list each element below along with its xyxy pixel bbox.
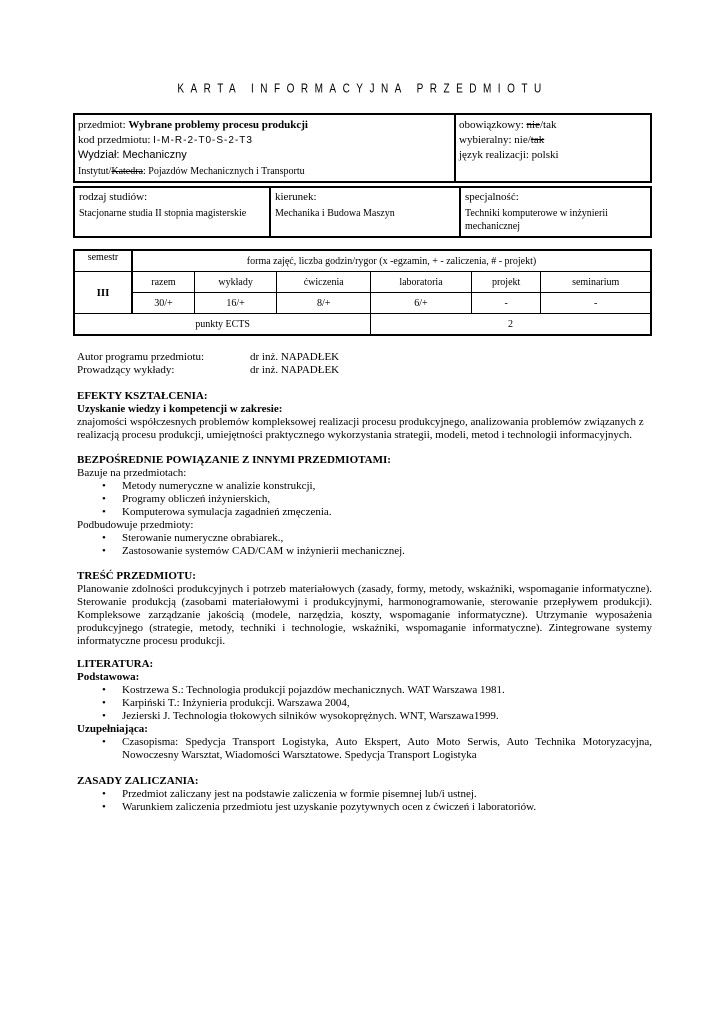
specialty-cell: specjalność: Techniki komputerowe w inżynierii mechanicznej	[460, 187, 651, 237]
effects-subheading: Uzyskanie wiedzy i kompetencji w zakresie:	[77, 403, 283, 415]
val-wyklady: 16/+	[194, 293, 276, 314]
list-item: • Zastosowanie systemów CAD/CAM w inżynierii mechanicznej.	[122, 545, 652, 558]
authors-block	[77, 351, 339, 377]
list-item: • Warunkiem zaliczenia przedmiotu jest uzyskanie pozytywnych ocen z ćwiczeń i laboratoriów.	[122, 801, 652, 814]
study-type-cell: rodzaj studiów: Stacjonarne studia II stopnia magisterskie	[74, 187, 270, 237]
col-wyklady: wykłady	[194, 272, 276, 293]
list-item: • Komputerowa symulacja zagadnień zmęczenia.	[122, 506, 652, 519]
basic-label: Podstawowa:	[77, 671, 140, 683]
supports-list	[77, 532, 652, 558]
val-seminarium: -	[541, 293, 651, 314]
list-item: • Czasopisma: Spedycja Transport Logistyka, Auto Ekspert, Auto Moto Serwis, Auto Technika Motoryzacyjna, Nowoczesny Warsztat, Wiadomości Warsztatowe. Spedycja Transport Logistyka	[122, 736, 652, 762]
literature-section	[77, 658, 652, 762]
relations-section	[77, 454, 652, 558]
elective-line: wybieralny: nie/tak	[459, 134, 545, 146]
language-line: język realizacji: polski	[459, 149, 559, 161]
relations-heading: BEZPOŚREDNIE POWIĄZANIE Z INNYMI PRZEDMIOTAMI:	[77, 454, 391, 466]
lecturer-name: dr inż. NAPADŁEK	[250, 364, 340, 376]
val-projekt: -	[471, 293, 541, 314]
specialty: Techniki komputerowe w inżynierii mechanicznej	[465, 208, 608, 232]
based-label: Bazuje na przedmiotach:	[77, 467, 187, 479]
code-line: kod przedmiotu: I-M-R-2-T0-S-2-T3	[78, 134, 253, 146]
list-item: • Programy obliczeń inżynierskich,	[122, 493, 652, 506]
subject-info-right	[455, 114, 651, 182]
content-heading: TREŚĆ PRZEDMIOTU:	[77, 570, 196, 582]
col-seminarium: seminarium	[541, 272, 651, 293]
author-name: dr inż. NAPADŁEK	[250, 351, 340, 363]
study-type: Stacjonarne studia II stopnia magisterskie	[79, 208, 247, 219]
list-item: • Karpiński T.: Inżynieria produkcji. Warszawa 2004,	[122, 697, 652, 710]
list-item: • Przedmiot zaliczany jest na podstawie zaliczenia w formie pisemnej lub/i ustnej.	[122, 788, 652, 801]
effects-text: znajomości współczesnych problemów kompleksowej realizacji procesu produkcyjnego, analizowania problemów związanych z realizacją procesu produkcji, umiejętności praktycznego wykorzystania strategii, modeli, metod i technologii informacyjnych.	[77, 416, 644, 441]
list-item: • Sterowanie numeryczne obrabiarek.,	[122, 532, 652, 545]
val-laboratoria: 6/+	[371, 293, 472, 314]
list-item: • Metody numeryczne w analizie konstrukcji,	[122, 480, 652, 493]
institute-line: Instytut/Katedra: Pojazdów Mechanicznych i Transportu	[78, 166, 305, 177]
col-laboratoria: laboratoria	[371, 272, 472, 293]
page-title: KARTA INFORMACYJNA PRZEDMIOTU	[177, 82, 548, 97]
subject-code: I-M-R-2-T0-S-2-T3	[153, 135, 253, 146]
direction: Mechanika i Budowa Maszyn	[275, 208, 395, 219]
subject-name: Wybrane problemy procesu produkcji	[128, 119, 308, 131]
based-list	[77, 480, 652, 519]
semester-header: semestr	[74, 250, 132, 272]
lecturer-row: Prowadzący wykłady: dr inż. NAPADŁEK	[77, 364, 340, 376]
subject-info-table	[73, 113, 652, 183]
form-header: forma zajęć, liczba godzin/rygor (x -egzamin, + - zaliczenia, # - projekt)	[132, 250, 651, 272]
credit-heading: ZASADY ZALICZANIA:	[77, 775, 199, 787]
col-projekt: projekt	[471, 272, 541, 293]
semester-value: III	[74, 272, 132, 314]
credit-section	[77, 775, 652, 814]
val-razem: 30/+	[132, 293, 194, 314]
mandatory-line: obowiązkowy: nie/tak	[459, 119, 557, 131]
effects-section	[77, 390, 652, 442]
list-item: • Kostrzewa S.: Technologia produkcji pojazdów mechanicznych. WAT Warszawa 1981.	[122, 684, 652, 697]
supports-label: Podbudowuje przedmioty:	[77, 519, 194, 531]
faculty-line: Wydział: Mechaniczny	[78, 149, 187, 161]
direction-cell: kierunek: Mechanika i Budowa Maszyn	[270, 187, 460, 237]
credit-list	[77, 788, 652, 814]
ects-value: 2	[371, 314, 651, 336]
col-razem: razem	[132, 272, 194, 293]
basic-list	[77, 684, 652, 723]
author-row: Autor programu przedmiotu: dr inż. NAPADŁEK	[77, 351, 340, 363]
subject-line: przedmiot: Wybrane problemy procesu produkcji	[78, 119, 308, 131]
val-cwiczenia: 8/+	[277, 293, 371, 314]
extra-list	[77, 736, 652, 762]
schedule-table	[73, 249, 652, 336]
list-item: • Jezierski J. Technologia tłokowych silników wysokoprężnych. WNT, Warszawa1999.	[122, 710, 652, 723]
ects-label: punkty ECTS	[74, 314, 371, 336]
literature-heading: LITERATURA:	[77, 658, 154, 670]
subject-info-left	[74, 114, 455, 182]
extra-label: Uzupełniająca:	[77, 723, 148, 735]
content-section	[77, 570, 652, 648]
studies-table	[73, 186, 652, 238]
effects-heading: EFEKTY KSZTAŁCENIA:	[77, 390, 208, 402]
col-cwiczenia: ćwiczenia	[277, 272, 371, 293]
content-text: Planowanie zdolności produkcyjnych i potrzeb materiałowych (zasady, formy, metody, wskaźniki, wspomaganie informatyczne). Sterowanie produkcją (zasobami materiałowymi i produkcyjnymi, harmonogramowanie, sterowanie przepływem produkcji). Kompleksowe zarządzanie jakością (modele, narzędzia, koszty, wspomaganie informatyczne). Utrzymanie wyposażenia produkcyjnego (strategie, metody, techniki i technologie, wskaźniki, wspomaganie informatyczne). Zintegrowane systemy informatyczne procesu produkcji.	[77, 583, 652, 647]
